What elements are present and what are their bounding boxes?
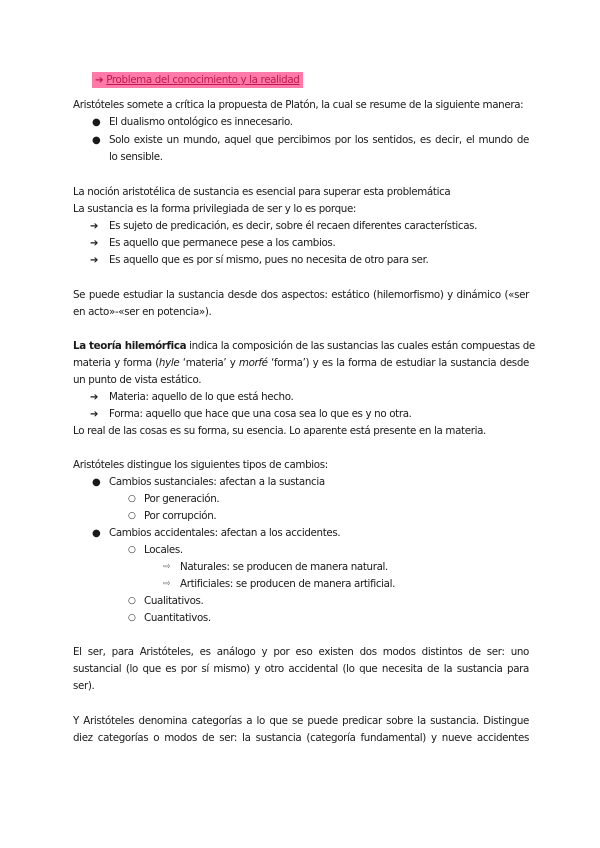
list-item: Artificiales: se producen de manera artificial. [180, 578, 396, 590]
ring-bullet-icon: ○ [128, 511, 136, 521]
list-item-continuation: lo sensible. [109, 151, 163, 163]
list-item: Cualitativos. [144, 595, 204, 607]
paragraph-line: sustancial (lo que es por sí mismo) y otro accidental (lo que necesita de la sustancia para [73, 663, 529, 675]
heading-text: Problema del conocimiento y la realidad [106, 74, 300, 86]
hollow-arrow-icon: ⇨ [163, 579, 171, 589]
bold-term: La teoría hilemórfica [73, 340, 187, 352]
arrow-icon: ➔ [90, 255, 99, 266]
paragraph-line: El ser, para Aristóteles, es análogo y por eso existen dos modos distintos de ser: uno [73, 646, 529, 658]
list-item: Cambios accidentales: afectan a los accidentes. [109, 527, 341, 539]
section-heading[interactable] [92, 72, 303, 88]
list-item: Es aquello que es por sí mismo, pues no necesita de otro para ser. [109, 254, 429, 266]
bullet-icon: ● [92, 135, 101, 146]
ring-bullet-icon: ○ [128, 613, 136, 623]
paragraph-line: materia y forma (hyle ‘materia’ y morfé ‘forma’) y es la forma de estudiar la sustancia desde [73, 357, 529, 369]
list-item: Cuantitativos. [144, 612, 211, 624]
paragraph-line: La teoría hilemórfica indica la composición de las sustancias las cuales están compuestas de [73, 340, 535, 352]
bullet-icon: ● [92, 117, 101, 128]
paragraph-line: un punto de vista estático. [73, 374, 202, 386]
bullet-icon: ● [92, 477, 101, 488]
hollow-arrow-icon: ⇨ [163, 562, 171, 572]
arrow-icon: ➔ [95, 74, 104, 86]
paragraph-line: diez categorías o modos de ser: la sustancia (categoría fundamental) y nueve accidentes [73, 732, 529, 744]
paragraph-line: La sustancia es la forma privilegiada de ser y lo es porque: [73, 203, 357, 215]
list-item: Es sujeto de predicación, es decir, sobre él recaen diferentes características. [109, 220, 478, 232]
arrow-icon: ➔ [90, 221, 99, 232]
list-item: Forma: aquello que hace que una cosa sea lo que es y no otra. [109, 408, 412, 420]
arrow-icon: ➔ [90, 409, 99, 420]
arrow-icon: ➔ [90, 238, 99, 249]
paragraph-line: La noción aristotélica de sustancia es esencial para superar esta problemática [73, 186, 451, 198]
paragraph-line: Y Aristóteles denomina categorías a lo que se puede predicar sobre la sustancia. Distingue [73, 715, 529, 727]
paragraph-line: Se puede estudiar la sustancia desde dos aspectos: estático (hilemorfismo) y dinámico («ser [73, 289, 529, 301]
list-item: Locales. [144, 544, 183, 556]
list-item: Por corrupción. [144, 510, 217, 522]
list-item: Materia: aquello de lo que está hecho. [109, 391, 294, 403]
bullet-icon: ● [92, 528, 101, 539]
ring-bullet-icon: ○ [128, 494, 136, 504]
arrow-icon: ➔ [90, 392, 99, 403]
ring-bullet-icon: ○ [128, 545, 136, 555]
list-item: Naturales: se producen de manera natural. [180, 561, 388, 573]
list-item: Cambios sustanciales: afectan a la sustancia [109, 476, 325, 488]
paragraph-line: en acto»-«ser en potencia»). [73, 306, 212, 318]
intro-paragraph: Aristóteles somete a crítica la propuesta de Platón, la cual se resume de la siguiente manera: [73, 99, 524, 111]
paragraph-line: Lo real de las cosas es su forma, su esencia. Lo aparente está presente en la materia. [73, 425, 486, 437]
ring-bullet-icon: ○ [128, 596, 136, 606]
list-item: Es aquello que permanece pese a los cambios. [109, 237, 336, 249]
paragraph-line: ser). [73, 680, 95, 692]
list-item: El dualismo ontológico es innecesario. [109, 116, 293, 128]
list-item: Solo existe un mundo, aquel que percibimos por los sentidos, es decir, el mundo de [109, 134, 529, 146]
list-item: Por generación. [144, 493, 220, 505]
paragraph-line: Aristóteles distingue los siguientes tipos de cambios: [73, 459, 328, 471]
